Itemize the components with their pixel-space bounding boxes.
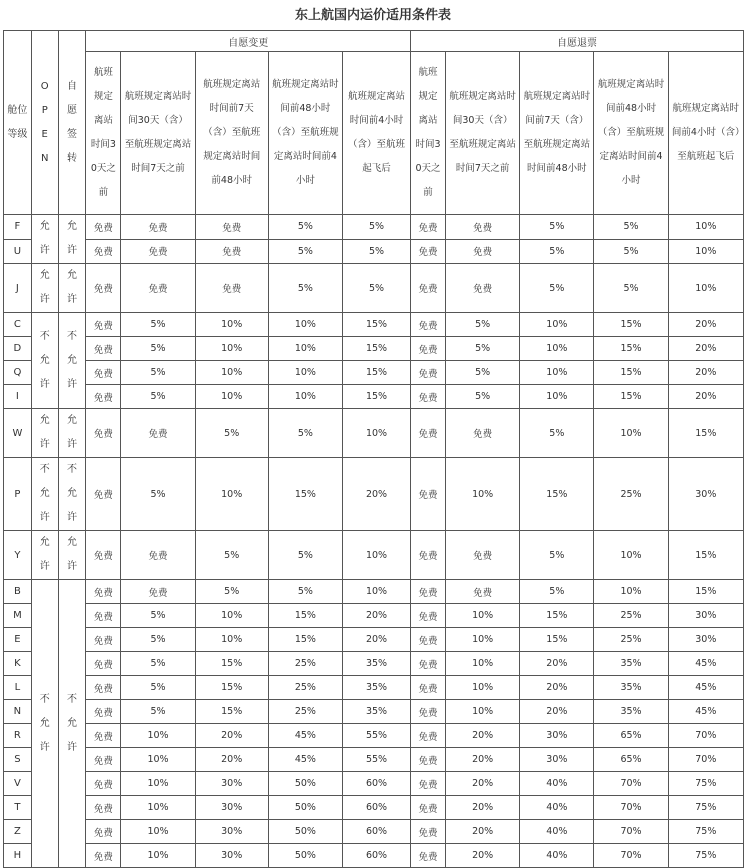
table-row: [4, 458, 744, 531]
change-fee-cell: 5%: [268, 580, 342, 604]
change-fee-cell: 15%: [342, 313, 410, 337]
cabin-class-cell: S: [4, 748, 32, 772]
change-fee-cell: 免费: [86, 772, 121, 796]
change-fee-cell: 55%: [342, 748, 410, 772]
refund-fee-cell: 免费: [411, 458, 446, 531]
change-fee-cell: 15%: [268, 604, 342, 628]
header-change-period-3: 航班规定离站时间前7天（含）至航班规定离站时间前48小时: [195, 52, 268, 215]
change-fee-cell: 免费: [86, 239, 121, 264]
refund-fee-cell: 20%: [446, 772, 520, 796]
table-row: [4, 820, 744, 844]
table-row: [4, 628, 744, 652]
refund-fee-cell: 免费: [411, 264, 446, 313]
header-open: OPEN: [31, 31, 58, 215]
table-row: [4, 652, 744, 676]
refund-fee-cell: 10%: [446, 700, 520, 724]
refund-fee-cell: 免费: [446, 580, 520, 604]
change-fee-cell: 10%: [195, 361, 268, 385]
change-fee-cell: 5%: [268, 531, 342, 580]
open-permission-cell: 允许: [31, 409, 58, 458]
change-fee-cell: 10%: [195, 458, 268, 531]
change-fee-cell: 10%: [121, 724, 195, 748]
open-permission-cell: 允许: [31, 264, 58, 313]
open-permission-cell: 不允许: [31, 458, 58, 531]
refund-fee-cell: 70%: [668, 748, 743, 772]
change-fee-cell: 55%: [342, 724, 410, 748]
change-fee-cell: 15%: [342, 361, 410, 385]
refund-fee-cell: 10%: [446, 628, 520, 652]
refund-fee-cell: 40%: [520, 796, 594, 820]
change-fee-cell: 10%: [121, 820, 195, 844]
refund-fee-cell: 免费: [411, 313, 446, 337]
cabin-class-cell: H: [4, 844, 32, 868]
change-fee-cell: 30%: [195, 772, 268, 796]
change-fee-cell: 10%: [195, 385, 268, 409]
change-fee-cell: 免费: [121, 239, 195, 264]
cabin-class-cell: K: [4, 652, 32, 676]
change-fee-cell: 免费: [86, 264, 121, 313]
change-fee-cell: 免费: [86, 409, 121, 458]
refund-fee-cell: 10%: [520, 337, 594, 361]
refund-fee-cell: 15%: [594, 313, 668, 337]
header-refund-period-2: 航班规定离站时间30天（含）至航班规定离站时间7天之前: [446, 52, 520, 215]
change-fee-cell: 50%: [268, 844, 342, 868]
refund-fee-cell: 70%: [594, 844, 668, 868]
refund-fee-cell: 5%: [520, 215, 594, 240]
refund-fee-cell: 10%: [446, 676, 520, 700]
refund-fee-cell: 5%: [446, 385, 520, 409]
refund-fee-cell: 免费: [411, 676, 446, 700]
cabin-class-cell: J: [4, 264, 32, 313]
refund-fee-cell: 免费: [411, 409, 446, 458]
change-fee-cell: 5%: [121, 604, 195, 628]
change-fee-cell: 10%: [195, 337, 268, 361]
table-row: [4, 796, 744, 820]
cabin-class-cell: V: [4, 772, 32, 796]
change-fee-cell: 免费: [86, 844, 121, 868]
table-row: [4, 337, 744, 361]
change-fee-cell: 15%: [195, 676, 268, 700]
refund-fee-cell: 免费: [411, 628, 446, 652]
cabin-class-cell: L: [4, 676, 32, 700]
table-row: [4, 264, 744, 313]
refund-fee-cell: 20%: [446, 748, 520, 772]
header-change-period-1: 航班规定离站时间30天之前: [86, 52, 121, 215]
change-fee-cell: 10%: [268, 361, 342, 385]
refund-fee-cell: 免费: [446, 409, 520, 458]
refund-fee-cell: 免费: [446, 215, 520, 240]
refund-fee-cell: 免费: [411, 385, 446, 409]
open-permission-cell: 不允许: [31, 580, 58, 868]
change-fee-cell: 60%: [342, 796, 410, 820]
refund-fee-cell: 20%: [520, 652, 594, 676]
transfer-permission-cell: 不允许: [58, 580, 86, 868]
header-voluntary-change: 自愿变更: [86, 31, 411, 52]
refund-fee-cell: 10%: [446, 652, 520, 676]
refund-fee-cell: 5%: [520, 239, 594, 264]
table-row: [4, 844, 744, 868]
change-fee-cell: 30%: [195, 844, 268, 868]
refund-fee-cell: 5%: [594, 239, 668, 264]
change-fee-cell: 5%: [121, 361, 195, 385]
cabin-class-cell: I: [4, 385, 32, 409]
change-fee-cell: 免费: [86, 604, 121, 628]
refund-fee-cell: 30%: [520, 748, 594, 772]
change-fee-cell: 10%: [342, 409, 410, 458]
page-title: 东上航国内运价适用条件表: [294, 8, 451, 23]
refund-fee-cell: 5%: [520, 409, 594, 458]
refund-fee-cell: 免费: [411, 215, 446, 240]
refund-fee-cell: 免费: [446, 239, 520, 264]
refund-fee-cell: 20%: [668, 313, 743, 337]
change-fee-cell: 5%: [121, 676, 195, 700]
change-fee-cell: 免费: [86, 700, 121, 724]
cabin-class-cell: W: [4, 409, 32, 458]
change-fee-cell: 5%: [121, 385, 195, 409]
table-row: [4, 361, 744, 385]
refund-fee-cell: 15%: [668, 580, 743, 604]
change-fee-cell: 免费: [86, 580, 121, 604]
refund-fee-cell: 免费: [446, 531, 520, 580]
change-fee-cell: 5%: [121, 652, 195, 676]
header-cabin-class: 舱位等级: [4, 31, 32, 215]
refund-fee-cell: 免费: [411, 361, 446, 385]
refund-fee-cell: 20%: [520, 700, 594, 724]
change-fee-cell: 5%: [195, 531, 268, 580]
header-row-periods: [4, 52, 744, 215]
refund-fee-cell: 75%: [668, 820, 743, 844]
change-fee-cell: 20%: [195, 724, 268, 748]
change-fee-cell: 20%: [195, 748, 268, 772]
change-fee-cell: 25%: [268, 700, 342, 724]
cabin-class-cell: F: [4, 215, 32, 240]
refund-fee-cell: 25%: [594, 604, 668, 628]
refund-fee-cell: 15%: [520, 628, 594, 652]
refund-fee-cell: 75%: [668, 796, 743, 820]
change-fee-cell: 15%: [342, 337, 410, 361]
change-fee-cell: 免费: [195, 215, 268, 240]
change-fee-cell: 5%: [121, 700, 195, 724]
refund-fee-cell: 20%: [668, 337, 743, 361]
change-fee-cell: 5%: [342, 239, 410, 264]
refund-fee-cell: 10%: [668, 215, 743, 240]
transfer-permission-cell: 允许: [58, 264, 86, 313]
change-fee-cell: 15%: [195, 700, 268, 724]
refund-fee-cell: 20%: [446, 844, 520, 868]
table-row: [4, 724, 744, 748]
table-row: [4, 580, 744, 604]
change-fee-cell: 15%: [195, 652, 268, 676]
refund-fee-cell: 25%: [594, 458, 668, 531]
table-row: [4, 409, 744, 458]
change-fee-cell: 免费: [86, 676, 121, 700]
table-row: [4, 385, 744, 409]
refund-fee-cell: 20%: [668, 361, 743, 385]
refund-fee-cell: 5%: [446, 313, 520, 337]
refund-fee-cell: 20%: [446, 796, 520, 820]
change-fee-cell: 10%: [121, 748, 195, 772]
change-fee-cell: 5%: [268, 264, 342, 313]
refund-fee-cell: 30%: [668, 628, 743, 652]
change-fee-cell: 免费: [86, 748, 121, 772]
refund-fee-cell: 45%: [668, 676, 743, 700]
refund-fee-cell: 75%: [668, 772, 743, 796]
header-voluntary-refund: 自愿退票: [411, 31, 744, 52]
refund-fee-cell: 70%: [668, 724, 743, 748]
header-refund-period-3: 航班规定离站时间前7天（含）至航班规定离站时间前48小时: [520, 52, 594, 215]
change-fee-cell: 5%: [342, 215, 410, 240]
refund-fee-cell: 15%: [668, 531, 743, 580]
refund-fee-cell: 10%: [520, 361, 594, 385]
refund-fee-cell: 免费: [411, 531, 446, 580]
refund-fee-cell: 10%: [520, 385, 594, 409]
change-fee-cell: 10%: [268, 337, 342, 361]
refund-fee-cell: 25%: [594, 628, 668, 652]
refund-fee-cell: 10%: [446, 458, 520, 531]
change-fee-cell: 免费: [86, 361, 121, 385]
open-permission-cell: 不允许: [31, 313, 58, 409]
refund-fee-cell: 10%: [594, 531, 668, 580]
refund-fee-cell: 10%: [594, 409, 668, 458]
change-fee-cell: 35%: [342, 652, 410, 676]
cabin-class-cell: Y: [4, 531, 32, 580]
refund-fee-cell: 20%: [446, 820, 520, 844]
change-fee-cell: 免费: [121, 580, 195, 604]
cabin-class-cell: C: [4, 313, 32, 337]
refund-fee-cell: 45%: [668, 652, 743, 676]
refund-fee-cell: 10%: [446, 604, 520, 628]
header-refund-period-4: 航班规定离站时间前48小时（含）至航班规定离站时间前4小时: [594, 52, 668, 215]
change-fee-cell: 25%: [268, 676, 342, 700]
header-change-period-4: 航班规定离站时间前48小时（含）至航班规定离站时间前4小时: [268, 52, 342, 215]
change-fee-cell: 免费: [86, 385, 121, 409]
change-fee-cell: 25%: [268, 652, 342, 676]
change-fee-cell: 5%: [121, 628, 195, 652]
refund-fee-cell: 15%: [520, 604, 594, 628]
change-fee-cell: 免费: [195, 264, 268, 313]
header-row-group: [4, 31, 744, 52]
change-fee-cell: 10%: [195, 628, 268, 652]
refund-fee-cell: 5%: [446, 337, 520, 361]
header-change-period-5: 航班规定离站时间前4小时（含）至航班起飞后: [342, 52, 410, 215]
change-fee-cell: 20%: [342, 628, 410, 652]
change-fee-cell: 免费: [86, 458, 121, 531]
change-fee-cell: 10%: [195, 604, 268, 628]
refund-fee-cell: 40%: [520, 820, 594, 844]
change-fee-cell: 45%: [268, 748, 342, 772]
change-fee-cell: 免费: [121, 264, 195, 313]
refund-fee-cell: 15%: [520, 458, 594, 531]
refund-fee-cell: 70%: [594, 796, 668, 820]
refund-fee-cell: 20%: [668, 385, 743, 409]
refund-fee-cell: 30%: [668, 458, 743, 531]
change-fee-cell: 免费: [121, 409, 195, 458]
change-fee-cell: 5%: [121, 313, 195, 337]
transfer-permission-cell: 允许: [58, 409, 86, 458]
cabin-class-cell: D: [4, 337, 32, 361]
refund-fee-cell: 免费: [411, 772, 446, 796]
refund-fee-cell: 免费: [411, 580, 446, 604]
refund-fee-cell: 20%: [520, 676, 594, 700]
change-fee-cell: 10%: [268, 313, 342, 337]
change-fee-cell: 免费: [86, 531, 121, 580]
change-fee-cell: 15%: [342, 385, 410, 409]
change-fee-cell: 20%: [342, 604, 410, 628]
change-fee-cell: 60%: [342, 820, 410, 844]
table-row: [4, 239, 744, 264]
refund-fee-cell: 40%: [520, 772, 594, 796]
open-permission-cell: 允许: [31, 215, 58, 264]
refund-fee-cell: 65%: [594, 724, 668, 748]
refund-fee-cell: 免费: [411, 652, 446, 676]
table-row: [4, 604, 744, 628]
cabin-class-cell: Z: [4, 820, 32, 844]
change-fee-cell: 5%: [195, 409, 268, 458]
refund-fee-cell: 10%: [668, 239, 743, 264]
change-fee-cell: 5%: [121, 458, 195, 531]
change-fee-cell: 免费: [86, 337, 121, 361]
refund-fee-cell: 10%: [668, 264, 743, 313]
refund-fee-cell: 35%: [594, 676, 668, 700]
header-refund-period-1: 航班规定离站时间30天之前: [411, 52, 446, 215]
refund-fee-cell: 30%: [520, 724, 594, 748]
refund-fee-cell: 70%: [594, 820, 668, 844]
change-fee-cell: 50%: [268, 796, 342, 820]
refund-fee-cell: 5%: [446, 361, 520, 385]
transfer-permission-cell: 不允许: [58, 458, 86, 531]
refund-fee-cell: 5%: [520, 264, 594, 313]
cabin-class-cell: Q: [4, 361, 32, 385]
refund-fee-cell: 5%: [594, 264, 668, 313]
change-fee-cell: 10%: [268, 385, 342, 409]
refund-fee-cell: 45%: [668, 700, 743, 724]
table-row: [4, 748, 744, 772]
refund-fee-cell: 免费: [411, 724, 446, 748]
change-fee-cell: 30%: [195, 796, 268, 820]
refund-fee-cell: 35%: [594, 700, 668, 724]
change-fee-cell: 5%: [268, 409, 342, 458]
change-fee-cell: 30%: [195, 820, 268, 844]
refund-fee-cell: 20%: [446, 724, 520, 748]
refund-fee-cell: 40%: [520, 844, 594, 868]
table-row: [4, 215, 744, 240]
change-fee-cell: 免费: [121, 215, 195, 240]
change-fee-cell: 免费: [195, 239, 268, 264]
change-fee-cell: 50%: [268, 820, 342, 844]
change-fee-cell: 60%: [342, 844, 410, 868]
header-refund-period-5: 航班规定离站时间前4小时（含）至航班起飞后: [668, 52, 743, 215]
table-row: [4, 700, 744, 724]
refund-fee-cell: 5%: [594, 215, 668, 240]
refund-fee-cell: 15%: [668, 409, 743, 458]
change-fee-cell: 免费: [86, 796, 121, 820]
change-fee-cell: 10%: [121, 796, 195, 820]
refund-fee-cell: 75%: [668, 844, 743, 868]
cabin-class-cell: P: [4, 458, 32, 531]
table-row: [4, 313, 744, 337]
change-fee-cell: 10%: [342, 531, 410, 580]
refund-fee-cell: 30%: [668, 604, 743, 628]
change-fee-cell: 免费: [86, 724, 121, 748]
change-fee-cell: 免费: [121, 531, 195, 580]
change-fee-cell: 免费: [86, 628, 121, 652]
change-fee-cell: 5%: [195, 580, 268, 604]
refund-fee-cell: 15%: [594, 361, 668, 385]
cabin-class-cell: T: [4, 796, 32, 820]
cabin-class-cell: N: [4, 700, 32, 724]
refund-fee-cell: 免费: [411, 748, 446, 772]
change-fee-cell: 50%: [268, 772, 342, 796]
change-fee-cell: 5%: [268, 239, 342, 264]
refund-fee-cell: 15%: [594, 337, 668, 361]
change-fee-cell: 10%: [342, 580, 410, 604]
table-row: [4, 531, 744, 580]
change-fee-cell: 免费: [86, 820, 121, 844]
change-fee-cell: 10%: [121, 772, 195, 796]
refund-fee-cell: 5%: [520, 531, 594, 580]
transfer-permission-cell: 不允许: [58, 313, 86, 409]
refund-fee-cell: 5%: [520, 580, 594, 604]
refund-fee-cell: 10%: [520, 313, 594, 337]
table-row: [4, 676, 744, 700]
cabin-class-cell: E: [4, 628, 32, 652]
change-fee-cell: 免费: [86, 652, 121, 676]
fare-conditions-table: [3, 30, 744, 868]
table-row: [4, 772, 744, 796]
change-fee-cell: 免费: [86, 215, 121, 240]
refund-fee-cell: 免费: [411, 337, 446, 361]
refund-fee-cell: 免费: [411, 844, 446, 868]
change-fee-cell: 免费: [86, 313, 121, 337]
change-fee-cell: 35%: [342, 700, 410, 724]
refund-fee-cell: 免费: [411, 820, 446, 844]
cabin-class-cell: M: [4, 604, 32, 628]
refund-fee-cell: 免费: [446, 264, 520, 313]
change-fee-cell: 5%: [268, 215, 342, 240]
change-fee-cell: 35%: [342, 676, 410, 700]
cabin-class-cell: R: [4, 724, 32, 748]
cabin-class-cell: U: [4, 239, 32, 264]
refund-fee-cell: 35%: [594, 652, 668, 676]
open-permission-cell: 允许: [31, 531, 58, 580]
cabin-class-cell: B: [4, 580, 32, 604]
change-fee-cell: 45%: [268, 724, 342, 748]
header-voluntary-transfer: 自愿签转: [58, 31, 86, 215]
refund-fee-cell: 免费: [411, 239, 446, 264]
refund-fee-cell: 免费: [411, 604, 446, 628]
change-fee-cell: 5%: [121, 337, 195, 361]
refund-fee-cell: 免费: [411, 796, 446, 820]
change-fee-cell: 20%: [342, 458, 410, 531]
header-change-period-2: 航班规定离站时间30天（含）至航班规定离站时间7天之前: [121, 52, 195, 215]
refund-fee-cell: 免费: [411, 700, 446, 724]
change-fee-cell: 60%: [342, 772, 410, 796]
change-fee-cell: 15%: [268, 628, 342, 652]
change-fee-cell: 10%: [195, 313, 268, 337]
change-fee-cell: 10%: [121, 844, 195, 868]
change-fee-cell: 5%: [342, 264, 410, 313]
transfer-permission-cell: 允许: [58, 531, 86, 580]
refund-fee-cell: 15%: [594, 385, 668, 409]
refund-fee-cell: 65%: [594, 748, 668, 772]
change-fee-cell: 15%: [268, 458, 342, 531]
transfer-permission-cell: 允许: [58, 215, 86, 264]
refund-fee-cell: 70%: [594, 772, 668, 796]
refund-fee-cell: 10%: [594, 580, 668, 604]
